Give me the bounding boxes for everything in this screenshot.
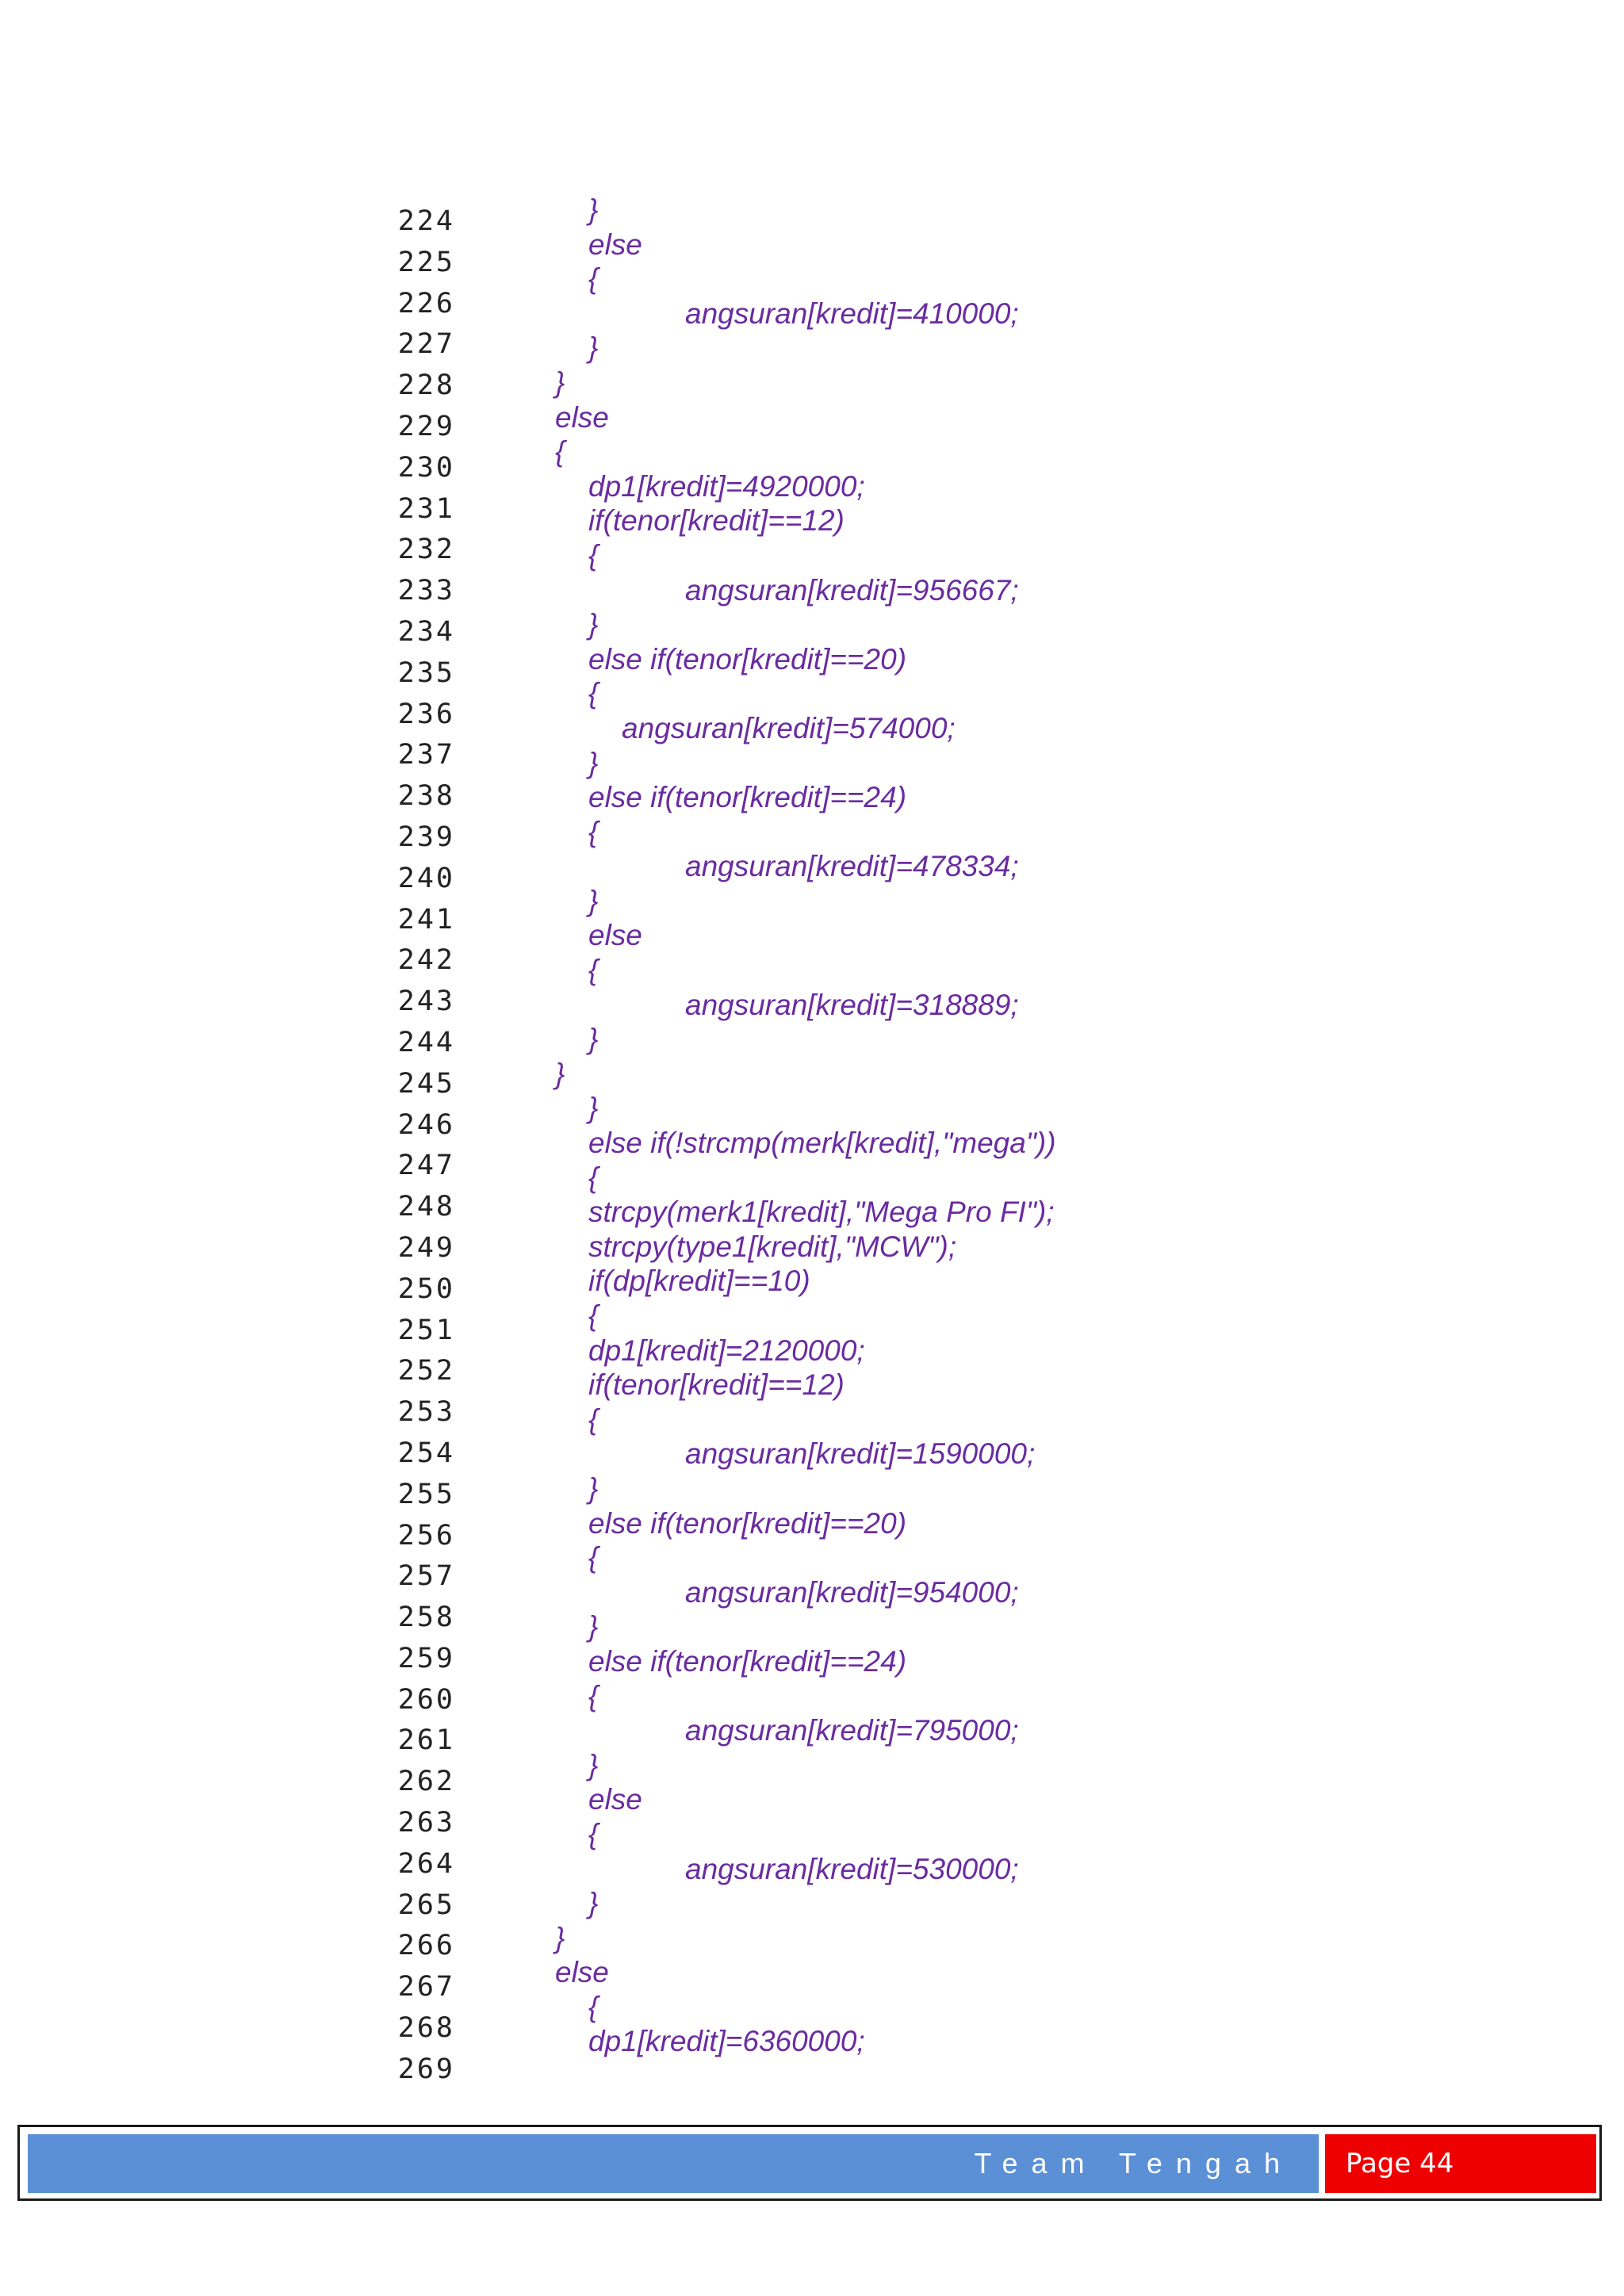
- code-text: dp1[kredit]=4920000;: [588, 469, 865, 503]
- code-text: {: [588, 1161, 599, 1194]
- code-line: [0, 780, 1624, 815]
- line-number: 259: [397, 1642, 455, 1674]
- code-text: angsuran[kredit]=410000;: [685, 297, 1019, 330]
- code-line: [0, 884, 1624, 919]
- code-text: else: [588, 1783, 642, 1816]
- line-number: 230: [397, 451, 455, 484]
- code-line: [0, 573, 1624, 608]
- code-listing: [0, 193, 1624, 2059]
- code-text: }: [588, 1023, 599, 1056]
- line-number: 244: [397, 1026, 455, 1058]
- code-text: else if(tenor[kredit]==24): [588, 781, 907, 814]
- code-line: [0, 297, 1624, 331]
- line-number: 251: [397, 1314, 455, 1346]
- line-number: 225: [397, 246, 455, 278]
- line-number: 248: [397, 1191, 455, 1223]
- code-text: {: [588, 1402, 599, 1436]
- code-line: [0, 1679, 1624, 1714]
- code-text: {: [588, 262, 599, 296]
- code-text: if(tenor[kredit]==12): [588, 504, 845, 538]
- code-text: }: [588, 1092, 599, 1125]
- line-number: 237: [397, 739, 455, 771]
- code-line: [0, 1402, 1624, 1437]
- code-line: [0, 262, 1624, 297]
- code-text: }: [588, 746, 599, 779]
- code-text: {: [588, 1299, 599, 1332]
- line-number: 246: [397, 1108, 455, 1141]
- code-text: strcpy(merk1[kredit],"Mega Pro FI");: [588, 1196, 1055, 1229]
- code-text: angsuran[kredit]=478334;: [685, 850, 1019, 883]
- code-line: [0, 1886, 1624, 1921]
- line-number: 229: [397, 410, 455, 442]
- code-line: [0, 988, 1624, 1023]
- line-number: 265: [397, 1888, 455, 1921]
- code-text: else: [588, 228, 642, 261]
- code-line: [0, 1609, 1624, 1644]
- code-text: strcpy(type1[kredit],"MCW");: [588, 1230, 957, 1263]
- code-text: else: [555, 1956, 609, 1989]
- code-line: [0, 1299, 1624, 1334]
- code-text: }: [588, 884, 599, 917]
- line-number: 261: [397, 1724, 455, 1757]
- line-number: 243: [397, 985, 455, 1018]
- code-text: {: [555, 435, 565, 469]
- line-number: 240: [397, 862, 455, 894]
- code-text: else if(tenor[kredit]==20): [588, 1506, 907, 1540]
- code-text: }: [555, 1921, 565, 1954]
- line-number: 224: [397, 205, 455, 237]
- footer-page-box: [1325, 2134, 1596, 2193]
- code-line: [0, 1713, 1624, 1748]
- code-text: else: [555, 400, 609, 434]
- code-text: {: [588, 954, 599, 987]
- code-line: [0, 815, 1624, 850]
- code-line: [0, 228, 1624, 262]
- code-text: }: [555, 1057, 565, 1090]
- code-line: [0, 1852, 1624, 1887]
- line-number: 234: [397, 615, 455, 648]
- code-text: dp1[kredit]=6360000;: [588, 2025, 865, 2058]
- code-line: [0, 1195, 1624, 1230]
- line-number: 263: [397, 1807, 455, 1839]
- code-line: [0, 1161, 1624, 1196]
- code-line: [0, 1921, 1624, 1956]
- code-text: }: [588, 1887, 599, 1920]
- code-text: else: [588, 919, 642, 952]
- code-text: angsuran[kredit]=1590000;: [685, 1437, 1036, 1471]
- code-line: [0, 400, 1624, 435]
- code-line: [0, 1230, 1624, 1265]
- code-text: }: [588, 331, 599, 365]
- code-text: else if(tenor[kredit]==20): [588, 642, 907, 675]
- code-line: [0, 953, 1624, 988]
- line-number: 260: [397, 1683, 455, 1716]
- line-number: 238: [397, 780, 455, 813]
- footer-team-bar: [28, 2134, 1319, 2193]
- line-number: 257: [397, 1560, 455, 1593]
- code-text: {: [588, 1679, 599, 1712]
- code-line: [0, 642, 1624, 677]
- code-line: [0, 1990, 1624, 2025]
- code-line: [0, 1264, 1624, 1299]
- code-line: [0, 365, 1624, 400]
- code-text: {: [588, 1541, 599, 1575]
- code-line: [0, 1437, 1624, 1471]
- code-text: }: [588, 1471, 599, 1505]
- code-line: [0, 434, 1624, 469]
- line-number: 252: [397, 1355, 455, 1387]
- code-line: [0, 331, 1624, 365]
- line-number: 255: [397, 1478, 455, 1510]
- code-line: [0, 746, 1624, 781]
- code-line: [0, 538, 1624, 573]
- line-number: 231: [397, 492, 455, 525]
- line-number: 236: [397, 698, 455, 730]
- code-line: [0, 607, 1624, 642]
- code-text: else if(!strcmp(merk[kredit],"mega")): [588, 1127, 1056, 1160]
- line-number: 262: [397, 1766, 455, 1798]
- code-text: angsuran[kredit]=956667;: [685, 573, 1019, 607]
- code-text: angsuran[kredit]=954000;: [685, 1575, 1019, 1609]
- line-number: 226: [397, 287, 455, 320]
- code-line: [0, 676, 1624, 711]
- line-number: 266: [397, 1930, 455, 1962]
- code-line: [0, 1782, 1624, 1817]
- line-number: 227: [397, 328, 455, 361]
- code-text: }: [588, 1748, 599, 1781]
- line-number: 239: [397, 821, 455, 853]
- code-line: [0, 1334, 1624, 1368]
- code-line: [0, 2024, 1624, 2059]
- code-line: [0, 849, 1624, 884]
- code-text: }: [588, 608, 599, 641]
- code-line: [0, 1575, 1624, 1610]
- line-number: 256: [397, 1519, 455, 1552]
- code-text: {: [588, 1990, 599, 2023]
- code-line: [0, 1126, 1624, 1161]
- code-line: [0, 1748, 1624, 1783]
- code-line: [0, 1540, 1624, 1575]
- code-text: }: [588, 1610, 599, 1644]
- code-line: [0, 1022, 1624, 1057]
- line-number: 235: [397, 656, 455, 689]
- code-line: [0, 193, 1624, 228]
- code-text: else if(tenor[kredit]==24): [588, 1644, 907, 1678]
- code-line: [0, 1471, 1624, 1506]
- footer-team-name: Team Tengah: [974, 2147, 1293, 2179]
- code-text: if(dp[kredit]==10): [588, 1265, 810, 1298]
- line-number: 269: [397, 2053, 455, 2085]
- line-number: 258: [397, 1601, 455, 1634]
- code-text: }: [588, 193, 599, 226]
- code-line: [0, 711, 1624, 746]
- line-number: 267: [397, 1971, 455, 2003]
- code-text: dp1[kredit]=2120000;: [588, 1334, 865, 1367]
- line-number: 232: [397, 534, 455, 566]
- code-line: [0, 1091, 1624, 1126]
- code-line: [0, 1057, 1624, 1092]
- code-line: [0, 918, 1624, 953]
- line-number: 268: [397, 2012, 455, 2045]
- line-number: 241: [397, 903, 455, 936]
- line-number: 242: [397, 944, 455, 977]
- code-text: {: [588, 1817, 599, 1850]
- line-number: 254: [397, 1437, 455, 1469]
- page-number: Page 44: [1346, 2148, 1454, 2179]
- line-number: 249: [397, 1231, 455, 1264]
- line-number: 247: [397, 1150, 455, 1182]
- line-number: 253: [397, 1396, 455, 1429]
- code-line: [0, 1644, 1624, 1679]
- code-text: }: [555, 365, 565, 399]
- code-text: angsuran[kredit]=530000;: [685, 1852, 1019, 1885]
- line-number: 233: [397, 575, 455, 607]
- code-line: [0, 469, 1624, 504]
- code-line: [0, 1817, 1624, 1852]
- line-number: 250: [397, 1272, 455, 1305]
- line-number: 264: [397, 1847, 455, 1880]
- code-text: {: [588, 677, 599, 710]
- line-number: 245: [397, 1067, 455, 1100]
- code-line: [0, 1506, 1624, 1541]
- code-text: angsuran[kredit]=795000;: [685, 1714, 1019, 1747]
- line-number: 228: [397, 369, 455, 402]
- code-text: angsuran[kredit]=574000;: [622, 711, 956, 744]
- code-line: [0, 1368, 1624, 1402]
- code-text: angsuran[kredit]=318889;: [685, 988, 1019, 1021]
- code-line: [0, 503, 1624, 538]
- code-text: {: [588, 815, 599, 848]
- code-text: {: [588, 538, 599, 572]
- code-text: if(tenor[kredit]==12): [588, 1368, 845, 1402]
- code-line: [0, 1955, 1624, 1990]
- page-footer: [17, 2125, 1602, 2201]
